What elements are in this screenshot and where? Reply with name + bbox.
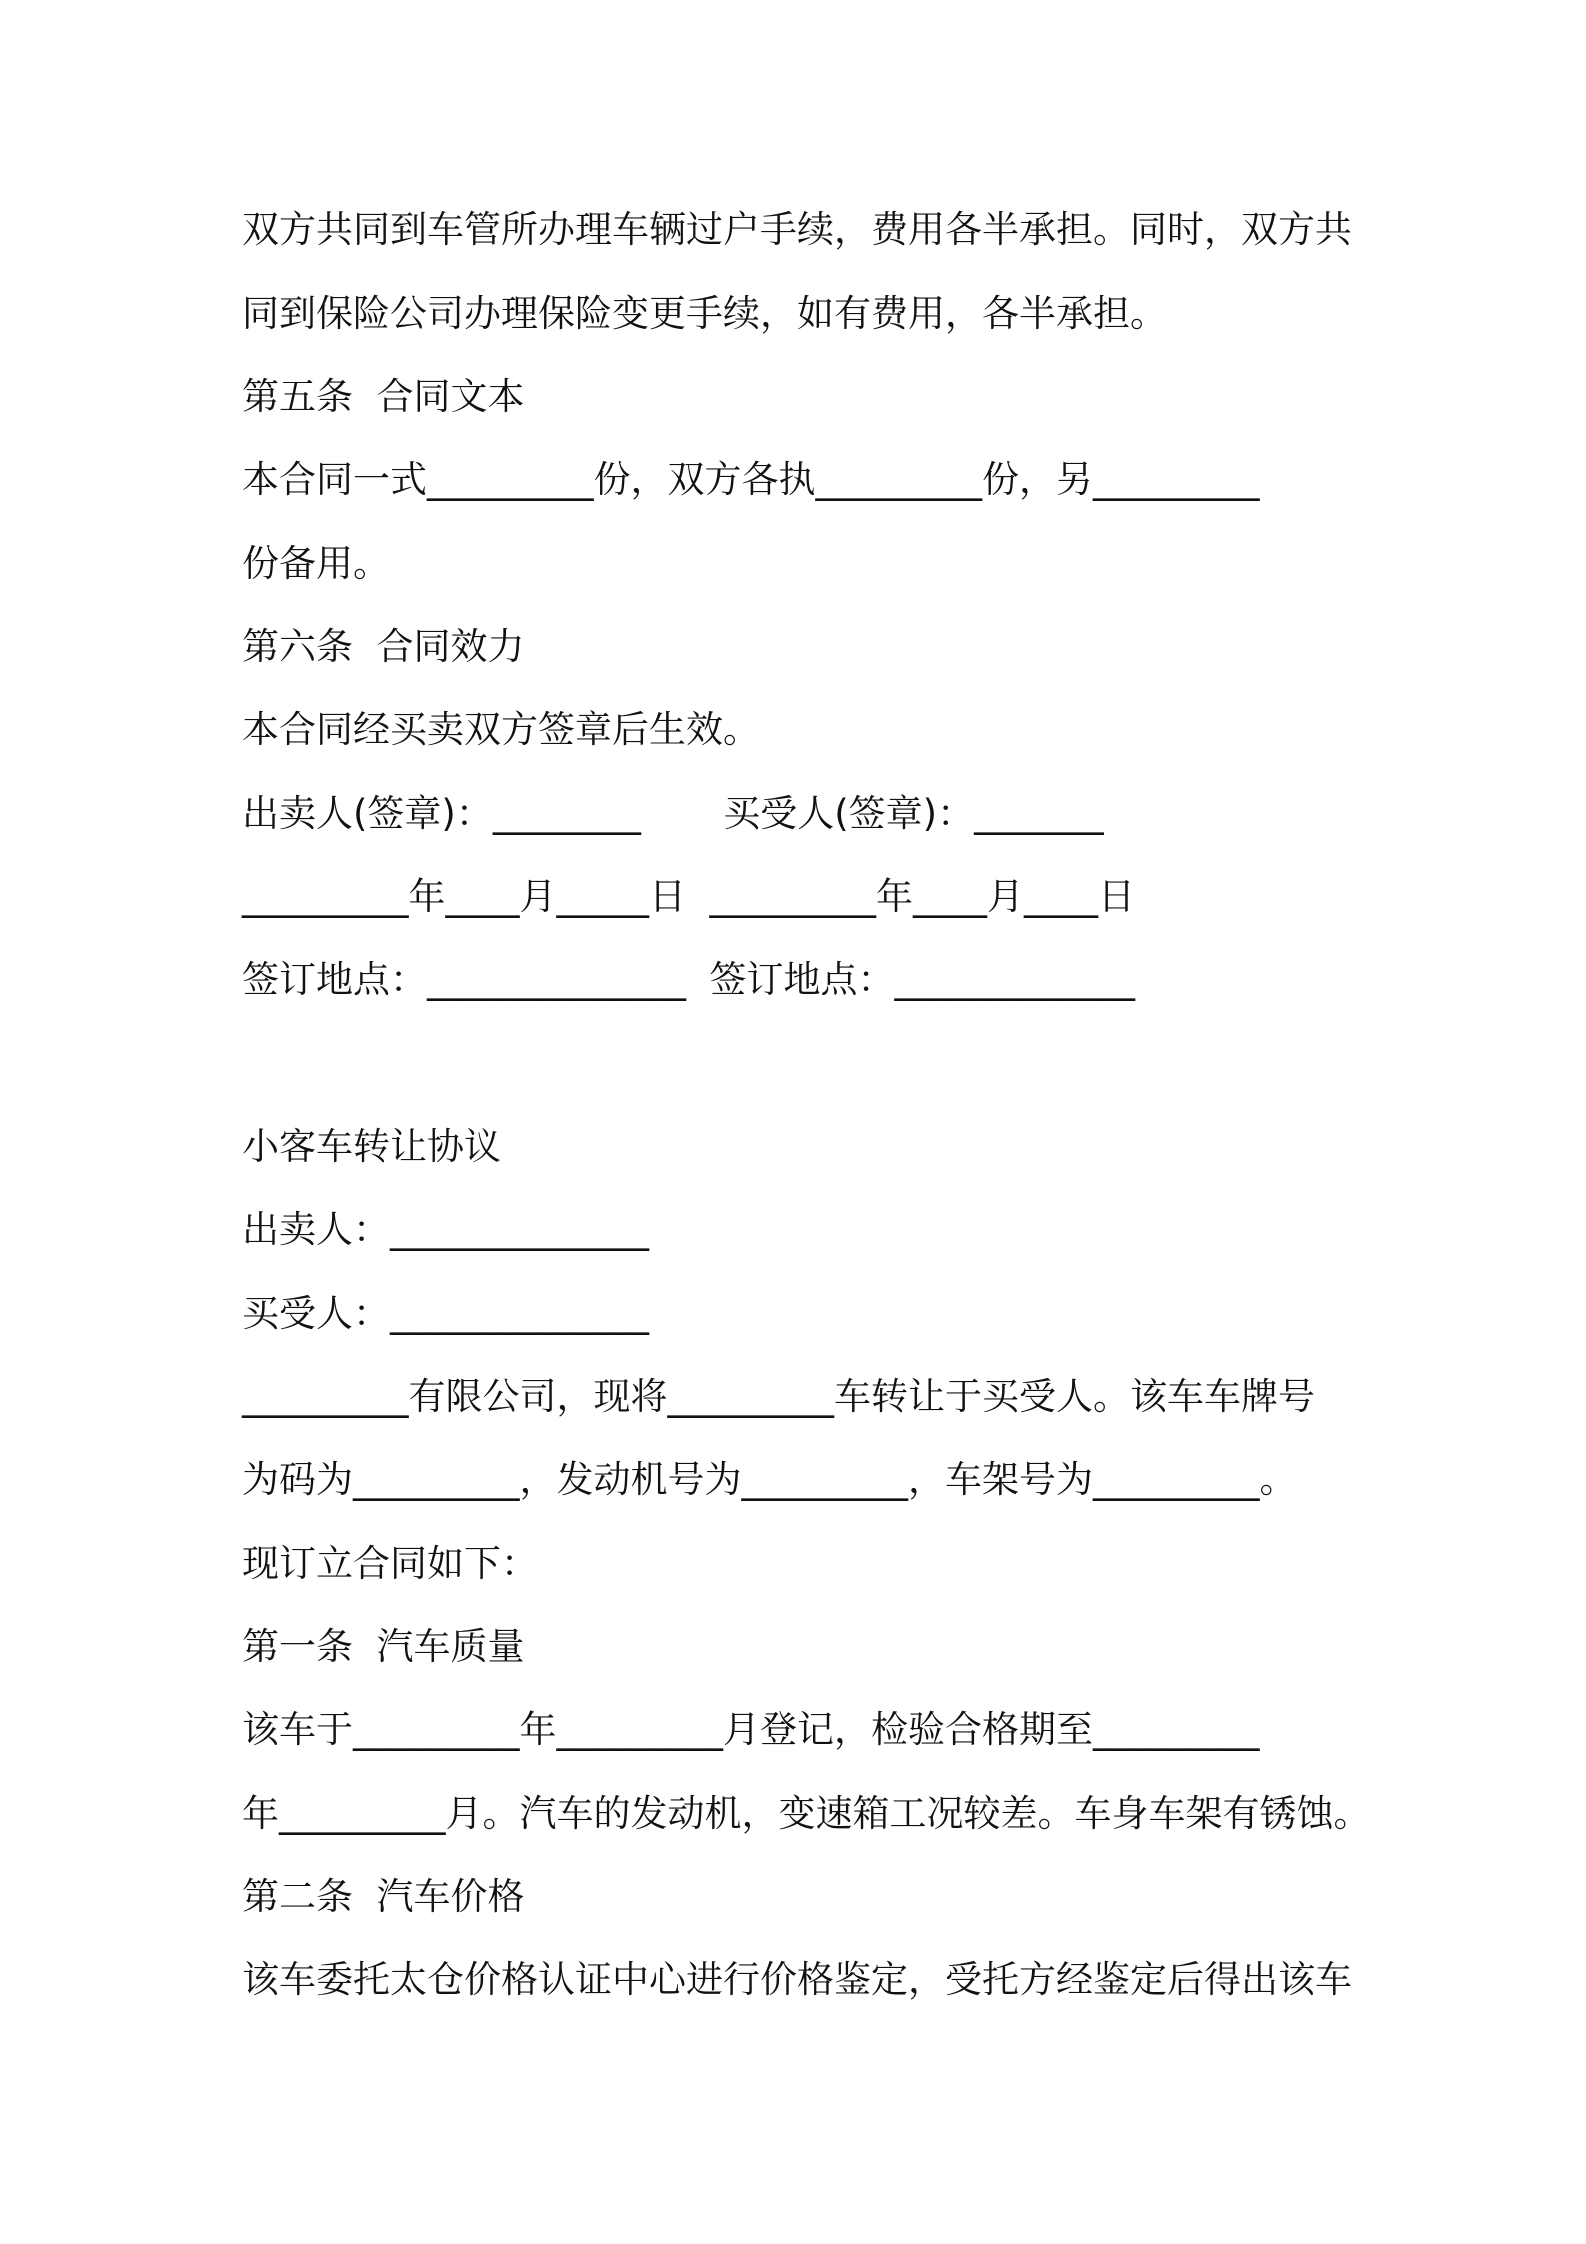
buyer-line: 买受人：______________ [242,1292,649,1335]
text-line: 双方共同到车管所办理车辆过户手续，费用各半承担。同时，双方共 [242,208,1352,251]
text-line: 同到保险公司办理保险变更手续，如有费用，各半承担。 [242,292,1167,335]
text-line: _________有限公司，现将_________车转让于买受人。该车车牌号 [242,1375,1315,1418]
text-line: 年_________月。汽车的发动机，变速箱工况较差。车身车架有锈蚀。 [242,1792,1371,1835]
text-line: 份备用。 [242,542,390,585]
document-title: 小客车转让协议 [242,1125,501,1168]
section-heading: 第二条 汽车价格 [242,1875,525,1918]
text-line: 本合同经买卖双方签章后生效。 [242,708,760,751]
text-line: 该车委托太仓价格认证中心进行价格鉴定，受托方经鉴定后得出该车 [242,1958,1352,2001]
date-line: _________年____月_____日 _________年____月____日 [242,875,1136,918]
section-heading: 第六条 合同效力 [242,625,525,668]
text-line: 为码为_________，发动机号为_________，车架号为_________。 [242,1458,1297,1501]
text-line: 现订立合同如下： [242,1542,538,1585]
text-line: 该车于_________年_________月登记，检验合格期至_________ [242,1708,1260,1751]
signature-line: 出卖人(签章)：________ 买受人(签章)：_______ [242,792,1104,835]
seller-line: 出卖人：______________ [242,1208,649,1251]
text-line: 本合同一式_________份，双方各执_________份，另_________ [242,458,1260,501]
place-line: 签订地点：______________ 签订地点：_____________ [242,958,1136,1001]
section-heading: 第五条 合同文本 [242,375,525,418]
section-heading: 第一条 汽车质量 [242,1625,525,1668]
